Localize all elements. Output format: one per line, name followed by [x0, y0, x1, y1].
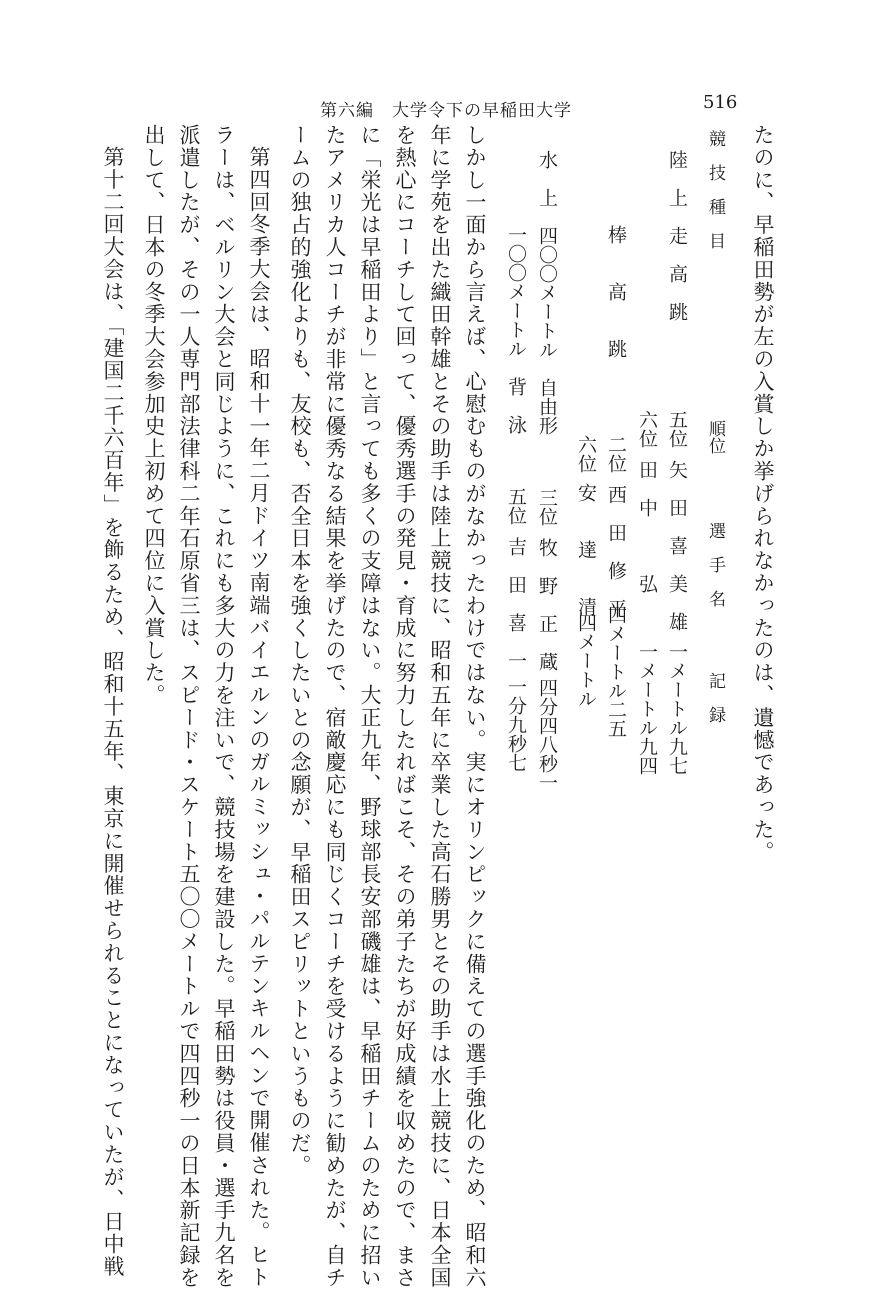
row-record: 一メートル九七 — [666, 642, 688, 775]
row-athlete: 矢 田 喜 美 雄 — [666, 460, 688, 631]
row-record: 四分四八秒一 — [536, 678, 558, 792]
table-row — [667, 150, 686, 775]
text-column: 年に学苑を出た織田幹雄とその助手は陸上競技に、昭和五年に卒業した高石勝男とその助手は水上競技に、日本全国 — [428, 124, 452, 1289]
row-event: 棒 高 跳 — [605, 225, 627, 358]
text-column: ラーは、ベルリン大会と同じように、これにも多大の力を注いで、競技場を建設した。早稲田勢は役員・選手九名を — [212, 124, 236, 1289]
header-place: 順位 — [705, 420, 725, 454]
text-column: しかし一面から言えば、心慰むものがなかったわけではない。実にオリンピックに備えての選手強化のため、昭和六 — [463, 124, 487, 1289]
text-column: を熱心にコーチして回って、優秀選手の発見・育成に努力したればこそ、その弟子たちが好成績を収めたので、まさ — [393, 124, 417, 1289]
row-place: 六位 — [636, 410, 658, 448]
row-place: 五位 — [505, 487, 527, 525]
row-record: 一メートル九四 — [636, 642, 658, 775]
page-number: 516 — [703, 92, 738, 113]
table-row — [606, 225, 625, 738]
row-event: 水 上 四〇〇メートル 自由形 — [536, 150, 558, 435]
running-header: 第六編 大学令下の早稲田大学 — [320, 101, 572, 121]
row-place: 五位 — [666, 410, 688, 448]
text-column: 第十二回大会は、「建国二千六百年」を飾るため、昭和十五年、東京に開催せられることになっていたが、日中戦 — [101, 146, 125, 1278]
table-header-row — [706, 130, 723, 723]
text-column: 出して、日本の冬季大会参加史上初めて四位に入賞した。 — [142, 124, 166, 707]
table-row — [537, 150, 556, 792]
header-record: 記 録 — [705, 672, 725, 723]
table-row — [637, 150, 656, 775]
text-column: 第四回冬季大会は、昭和十一年二月ドイツ南端バイエルンのガルミッシュ・パルテンキルヘンで開催された。ヒト — [247, 146, 271, 1289]
text-column: ームの独占的強化よりも、友校も、否全日本を強くしたいとの念願が、早稲田スピリットというものだ。 — [288, 124, 312, 1177]
table-row — [576, 435, 595, 708]
text-column: に「栄光は早稲田より」と言っても多くの支障はない。大正九年、野球部長安部磯雄は、早稲田チームのために招い — [358, 124, 382, 1289]
row-place: 二位 — [605, 435, 627, 473]
row-place: 三位 — [536, 488, 558, 526]
row-event: 陸 上 走 高 跳 — [666, 150, 688, 321]
row-athlete: 西 田 修 平 — [605, 485, 627, 618]
row-athlete: 牧 野 正 蔵 — [536, 538, 558, 671]
header-athlete: 選 手 名 — [705, 522, 725, 607]
row-athlete: 安 達 清 — [575, 483, 597, 616]
text-column: たアメリカ人コーチが非常に優秀なる結果を挙げたので、宿敵慶応にも同じくコーチを受けるように勧めたが、自チ — [323, 124, 347, 1289]
intro-paragraph: たのに、早稲田勢が左の入賞しか挙げられなかったのは、遺憾であった。 — [751, 124, 775, 864]
row-event: 一〇〇メートル 背 泳 — [505, 225, 527, 434]
row-record: 一分九秒七 — [505, 677, 527, 772]
row-athlete: 田 中 弘 — [636, 460, 658, 593]
table-row — [506, 225, 525, 772]
row-record: 四メートル二五 — [605, 605, 627, 738]
text-column: 派遣したが、その一人専門部法律科二年石原省三は、スピード・スケート五〇〇メートルで四四秒一の日本新記録を — [177, 124, 201, 1289]
row-athlete: 吉 田 喜 一 — [505, 537, 527, 670]
header-event: 競 技 種 目 — [705, 130, 725, 249]
row-place: 六位 — [575, 435, 597, 473]
row-record: 四メートル — [575, 613, 597, 708]
